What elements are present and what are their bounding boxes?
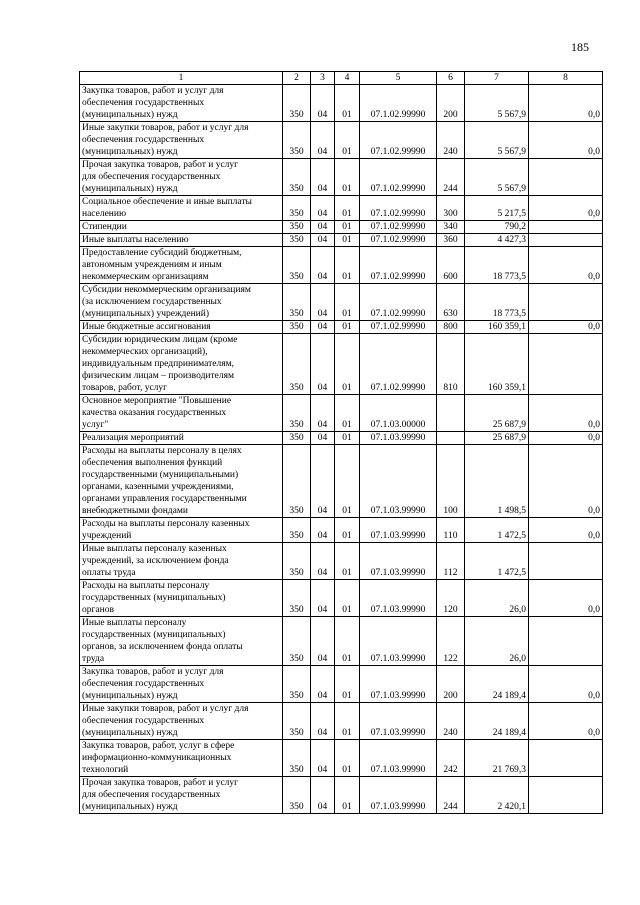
row-subsection-code: 01	[335, 321, 360, 334]
table-row	[80, 284, 603, 321]
row-amount: 1 472,5	[465, 518, 529, 543]
row-section-code: 04	[311, 580, 335, 617]
row-target-article: 07.1.03.00000	[360, 395, 437, 432]
row-admin-code: 350	[283, 777, 311, 814]
row-section-code: 04	[311, 221, 335, 234]
table-row	[80, 777, 603, 814]
row-amount: 5 217,5	[465, 196, 529, 221]
budget-table	[79, 71, 603, 814]
row-admin-code: 350	[283, 518, 311, 543]
row-admin-code: 350	[283, 247, 311, 284]
row-subsection-code: 01	[335, 395, 360, 432]
header-cell-2: 2	[283, 72, 311, 85]
row-name: Закупка товаров, работ и услуг для обеспечения государственных (муниципальных) нужд	[80, 666, 283, 703]
row-section-code: 04	[311, 159, 335, 196]
row-subsection-code: 01	[335, 432, 360, 445]
row-target-article: 07.1.03.99990	[360, 445, 437, 518]
header-cell-1: 1	[80, 72, 283, 85]
row-amount-extra: 0,0	[529, 395, 603, 432]
row-expense-type: 244	[437, 777, 465, 814]
row-name: Иные выплаты персоналу казенных учреждений, за исключением фонда оплаты труда	[80, 543, 283, 580]
row-subsection-code: 01	[335, 518, 360, 543]
row-amount-extra: 0,0	[529, 85, 603, 122]
row-amount-extra	[529, 740, 603, 777]
row-target-article: 07.1.02.99990	[360, 221, 437, 234]
row-subsection-code: 01	[335, 122, 360, 159]
row-subsection-code: 01	[335, 196, 360, 221]
row-target-article: 07.1.02.99990	[360, 247, 437, 284]
row-expense-type: 800	[437, 321, 465, 334]
row-target-article: 07.1.02.99990	[360, 334, 437, 395]
row-expense-type	[437, 432, 465, 445]
row-section-code: 04	[311, 196, 335, 221]
row-expense-type: 360	[437, 234, 465, 247]
row-name: Закупка товаров, работ, услуг в сфере информационно-коммуникационных технологий	[80, 740, 283, 777]
page-number: 185	[571, 40, 589, 54]
row-name: Расходы на выплаты персоналу в целях обеспечения выполнения функций государственными (муниципальными) органами, казенными учреждениями, органами управления государственными внебюджетными фондами	[80, 445, 283, 518]
row-name: Предоставление субсидий бюджетным, автономным учреждениям и иным некоммерческим организациям	[80, 247, 283, 284]
row-expense-type: 630	[437, 284, 465, 321]
row-admin-code: 350	[283, 703, 311, 740]
row-amount: 4 427,3	[465, 234, 529, 247]
row-expense-type: 340	[437, 221, 465, 234]
row-expense-type: 240	[437, 122, 465, 159]
row-expense-type: 244	[437, 159, 465, 196]
row-name: Субсидии некоммерческим организациям (за исключением государственных (муниципальных) учреждений)	[80, 284, 283, 321]
row-amount: 21 769,3	[465, 740, 529, 777]
row-subsection-code: 01	[335, 234, 360, 247]
table-row	[80, 617, 603, 666]
row-section-code: 04	[311, 445, 335, 518]
row-section-code: 04	[311, 334, 335, 395]
row-target-article: 07.1.02.99990	[360, 85, 437, 122]
row-target-article: 07.1.02.99990	[360, 196, 437, 221]
row-amount-extra	[529, 334, 603, 395]
row-section-code: 04	[311, 666, 335, 703]
row-amount-extra	[529, 234, 603, 247]
row-target-article: 07.1.03.99990	[360, 777, 437, 814]
row-amount: 1 498,5	[465, 445, 529, 518]
row-target-article: 07.1.02.99990	[360, 159, 437, 196]
row-admin-code: 350	[283, 666, 311, 703]
row-name: Иные закупки товаров, работ и услуг для обеспечения государственных (муниципальных) нужд	[80, 122, 283, 159]
row-subsection-code: 01	[335, 666, 360, 703]
row-amount: 24 189,4	[465, 703, 529, 740]
row-subsection-code: 01	[335, 777, 360, 814]
row-amount: 25 687,9	[465, 395, 529, 432]
row-expense-type: 810	[437, 334, 465, 395]
table-row	[80, 395, 603, 432]
row-amount-extra	[529, 543, 603, 580]
row-subsection-code: 01	[335, 445, 360, 518]
table-header-row	[80, 72, 603, 85]
table-row	[80, 703, 603, 740]
row-admin-code: 350	[283, 617, 311, 666]
row-section-code: 04	[311, 617, 335, 666]
row-section-code: 04	[311, 777, 335, 814]
row-amount-extra	[529, 617, 603, 666]
row-amount: 5 567,9	[465, 159, 529, 196]
row-name: Прочая закупка товаров, работ и услуг для обеспечения государственных (муниципальных) нужд	[80, 159, 283, 196]
row-name: Социальное обеспечение и иные выплаты населению	[80, 196, 283, 221]
row-admin-code: 350	[283, 221, 311, 234]
row-subsection-code: 01	[335, 247, 360, 284]
row-amount-extra	[529, 284, 603, 321]
row-name: Иные бюджетные ассигнования	[80, 321, 283, 334]
table-row	[80, 740, 603, 777]
row-section-code: 04	[311, 284, 335, 321]
header-cell-6: 6	[437, 72, 465, 85]
row-admin-code: 350	[283, 445, 311, 518]
row-admin-code: 350	[283, 85, 311, 122]
row-subsection-code: 01	[335, 703, 360, 740]
row-amount-extra: 0,0	[529, 518, 603, 543]
row-expense-type: 112	[437, 543, 465, 580]
row-amount-extra: 0,0	[529, 247, 603, 284]
row-amount-extra: 0,0	[529, 580, 603, 617]
row-expense-type: 120	[437, 580, 465, 617]
row-section-code: 04	[311, 543, 335, 580]
row-target-article: 07.1.02.99990	[360, 122, 437, 159]
header-cell-8: 8	[529, 72, 603, 85]
row-subsection-code: 01	[335, 617, 360, 666]
row-amount: 5 567,9	[465, 85, 529, 122]
row-section-code: 04	[311, 234, 335, 247]
header-cell-5: 5	[360, 72, 437, 85]
row-expense-type: 242	[437, 740, 465, 777]
row-name: Иные закупки товаров, работ и услуг для обеспечения государственных (муниципальных) нужд	[80, 703, 283, 740]
row-amount: 26,0	[465, 580, 529, 617]
row-admin-code: 350	[283, 159, 311, 196]
row-subsection-code: 01	[335, 85, 360, 122]
row-amount: 160 359,1	[465, 321, 529, 334]
row-amount-extra	[529, 221, 603, 234]
row-expense-type: 240	[437, 703, 465, 740]
row-expense-type: 110	[437, 518, 465, 543]
table-row	[80, 85, 603, 122]
row-section-code: 04	[311, 122, 335, 159]
row-admin-code: 350	[283, 284, 311, 321]
row-subsection-code: 01	[335, 740, 360, 777]
table-row	[80, 334, 603, 395]
table-row	[80, 518, 603, 543]
row-section-code: 04	[311, 85, 335, 122]
row-expense-type: 200	[437, 666, 465, 703]
row-amount: 1 472,5	[465, 543, 529, 580]
row-name: Прочая закупка товаров, работ и услуг для обеспечения государственных (муниципальных) нужд	[80, 777, 283, 814]
row-target-article: 07.1.03.99990	[360, 617, 437, 666]
header-cell-7: 7	[465, 72, 529, 85]
row-admin-code: 350	[283, 432, 311, 445]
row-name: Основное мероприятие "Повышение качества оказания государственных услуг"	[80, 395, 283, 432]
row-admin-code: 350	[283, 543, 311, 580]
table-row	[80, 122, 603, 159]
row-amount-extra	[529, 777, 603, 814]
row-expense-type: 300	[437, 196, 465, 221]
row-target-article: 07.1.03.99990	[360, 703, 437, 740]
row-admin-code: 350	[283, 580, 311, 617]
row-name: Иные выплаты персоналу государственных (муниципальных) органов, за исключением фонда оплаты труда	[80, 617, 283, 666]
header-cell-3: 3	[311, 72, 335, 85]
row-name: Закупка товаров, работ и услуг для обеспечения государственных (муниципальных) нужд	[80, 85, 283, 122]
row-amount-extra	[529, 159, 603, 196]
row-amount: 25 687,9	[465, 432, 529, 445]
row-target-article: 07.1.02.99990	[360, 284, 437, 321]
row-expense-type: 600	[437, 247, 465, 284]
table-row	[80, 321, 603, 334]
row-section-code: 04	[311, 703, 335, 740]
row-target-article: 07.1.02.99990	[360, 321, 437, 334]
row-amount: 26,0	[465, 617, 529, 666]
row-expense-type: 122	[437, 617, 465, 666]
table-row	[80, 543, 603, 580]
row-name: Стипендии	[80, 221, 283, 234]
row-section-code: 04	[311, 247, 335, 284]
row-target-article: 07.1.03.99990	[360, 666, 437, 703]
row-amount: 2 420,1	[465, 777, 529, 814]
table-row	[80, 247, 603, 284]
row-section-code: 04	[311, 518, 335, 543]
row-name: Иные выплаты населению	[80, 234, 283, 247]
row-admin-code: 350	[283, 395, 311, 432]
row-expense-type: 200	[437, 85, 465, 122]
table-row	[80, 234, 603, 247]
row-amount-extra: 0,0	[529, 432, 603, 445]
row-subsection-code: 01	[335, 580, 360, 617]
row-amount: 790,2	[465, 221, 529, 234]
row-name: Расходы на выплаты персоналу государственных (муниципальных) органов	[80, 580, 283, 617]
row-admin-code: 350	[283, 740, 311, 777]
row-admin-code: 350	[283, 321, 311, 334]
row-amount: 5 567,9	[465, 122, 529, 159]
row-amount: 24 189,4	[465, 666, 529, 703]
row-admin-code: 350	[283, 122, 311, 159]
row-amount: 18 773,5	[465, 247, 529, 284]
table-row	[80, 221, 603, 234]
row-subsection-code: 01	[335, 221, 360, 234]
row-target-article: 07.1.03.99990	[360, 740, 437, 777]
row-target-article: 07.1.03.99990	[360, 432, 437, 445]
table-row	[80, 159, 603, 196]
table-row	[80, 580, 603, 617]
row-subsection-code: 01	[335, 543, 360, 580]
row-section-code: 04	[311, 395, 335, 432]
row-target-article: 07.1.03.99990	[360, 518, 437, 543]
header-cell-4: 4	[335, 72, 360, 85]
row-amount-extra: 0,0	[529, 445, 603, 518]
table-row	[80, 445, 603, 518]
table-row	[80, 196, 603, 221]
row-amount: 18 773,5	[465, 284, 529, 321]
row-admin-code: 350	[283, 234, 311, 247]
row-section-code: 04	[311, 321, 335, 334]
row-name: Субсидии юридическим лицам (кроме некоммерческих организаций), индивидуальным предпринимателям, физическим лицам – производителям товаров, работ, услуг	[80, 334, 283, 395]
row-subsection-code: 01	[335, 334, 360, 395]
row-target-article: 07.1.03.99990	[360, 580, 437, 617]
row-subsection-code: 01	[335, 284, 360, 321]
row-target-article: 07.1.02.99990	[360, 234, 437, 247]
row-admin-code: 350	[283, 334, 311, 395]
row-target-article: 07.1.03.99990	[360, 543, 437, 580]
row-amount-extra: 0,0	[529, 703, 603, 740]
row-amount-extra: 0,0	[529, 666, 603, 703]
table-row	[80, 666, 603, 703]
row-amount-extra: 0,0	[529, 122, 603, 159]
row-name: Реализация мероприятий	[80, 432, 283, 445]
row-subsection-code: 01	[335, 159, 360, 196]
row-expense-type: 100	[437, 445, 465, 518]
row-expense-type	[437, 395, 465, 432]
table-row	[80, 432, 603, 445]
row-section-code: 04	[311, 432, 335, 445]
row-amount-extra: 0,0	[529, 321, 603, 334]
row-section-code: 04	[311, 740, 335, 777]
row-amount: 160 359,1	[465, 334, 529, 395]
row-amount-extra: 0,0	[529, 196, 603, 221]
row-name: Расходы на выплаты персоналу казенных учреждений	[80, 518, 283, 543]
row-admin-code: 350	[283, 196, 311, 221]
